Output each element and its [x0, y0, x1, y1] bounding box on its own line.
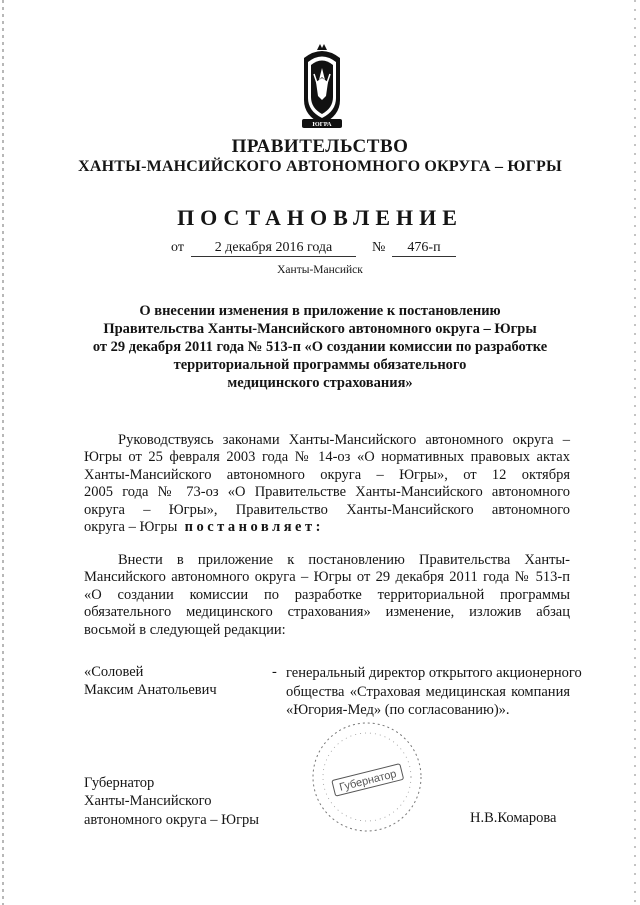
- text-line: Руководствуясь законами Ханты-Мансийского автономного округа –: [118, 432, 570, 448]
- signatory-title-line: автономного округа – Югры: [84, 811, 260, 828]
- signature-block: [84, 774, 259, 829]
- emblem-banner-text: ЮГРА: [312, 121, 332, 128]
- text-line: 2005 года № 73-оз «О Правительстве Ханты-Мансийского автономного: [84, 484, 570, 501]
- document-date: 2 декабря 2016 года: [191, 240, 356, 257]
- role-line: общества «Страховая медицинская компания: [286, 683, 570, 700]
- subject-line: медицинского страхования»: [227, 375, 413, 391]
- member-name: [84, 664, 217, 699]
- stamp-text: Губернатор: [338, 768, 398, 794]
- role-line: генеральный директор открытого акционерного: [286, 665, 582, 681]
- signatory-title-line: Губернатор: [84, 775, 155, 791]
- text-line: Мансийского автономного округа – Югры от 29 декабря 2011 года № 513-п: [84, 569, 570, 586]
- text-line: Внести в приложение к постановлению Правительства Ханты-: [118, 552, 570, 568]
- member-role: [286, 664, 582, 720]
- date-prefix: от: [171, 240, 184, 255]
- document-type: ПОСТАНОВЛЕНИЕ: [177, 205, 463, 230]
- member-name-line: «Соловей: [84, 664, 144, 680]
- subject-line: от 29 декабря 2011 года № 513-п «О создании комиссии по разработке: [92, 339, 548, 355]
- role-line: «Югория-Мед» (по согласованию)».: [286, 702, 510, 718]
- member-name-line: Максим Анатольевич: [84, 681, 217, 698]
- text-line: «О создании комиссии по разработке территориальной программы: [84, 586, 570, 603]
- text-line: Ханты-Мансийского автономного округа – Югры», от 12 октября: [84, 466, 570, 483]
- government-title: ПРАВИТЕЛЬСТВО: [231, 136, 409, 157]
- subject-line: О внесении изменения в приложение к постановлению: [139, 303, 501, 319]
- signatory-title-line: Ханты-Мансийского: [84, 793, 212, 810]
- subject-line: территориальной программы обязательного: [173, 357, 467, 373]
- official-stamp: [308, 718, 426, 836]
- signatory-name: Н.В.Комарова: [470, 810, 557, 826]
- text-line: восьмой в следующей редакции:: [84, 621, 286, 638]
- member-dash: -: [272, 664, 277, 680]
- coat-of-arms-icon: [294, 40, 350, 132]
- city-name: Ханты-Мансийск: [277, 264, 363, 276]
- document-number: 476-п: [392, 240, 456, 257]
- preamble-paragraph: [84, 432, 570, 536]
- subject-line: Правительства Ханты-Мансийского автономного округа – Югры: [103, 321, 537, 337]
- text-line: Югры от 25 февраля 2003 года № 14-оз «О нормативных правовых актах: [84, 449, 570, 466]
- region-title: ХАНТЫ-МАНСИЙСКОГО АВТОНОМНОГО ОКРУГА – ЮГРЫ: [78, 158, 562, 175]
- text-line: обязательного медицинского страхования» изменение, изложив абзац: [84, 604, 570, 621]
- decree-word: постановляет:: [184, 519, 324, 536]
- operative-paragraph: [84, 552, 570, 639]
- text-line: округа – Югры», Правительство Ханты-Мансийского автономного: [84, 501, 570, 518]
- text-fragment: округа – Югры: [84, 519, 178, 536]
- text-line: [84, 519, 570, 536]
- document-subject: [70, 302, 570, 392]
- number-prefix: №: [372, 240, 386, 255]
